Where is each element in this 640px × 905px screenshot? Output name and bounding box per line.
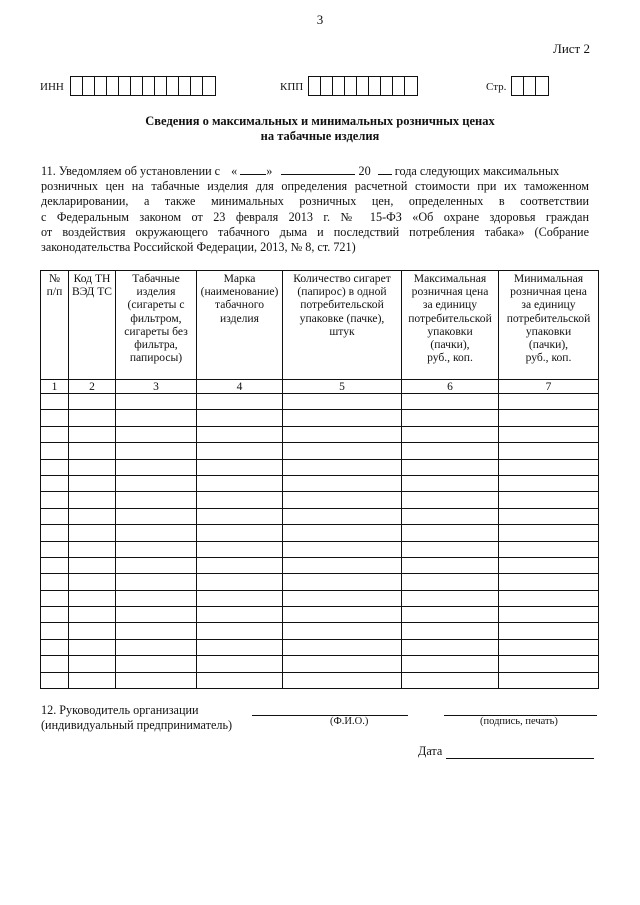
table-cell[interactable] (402, 459, 499, 475)
table-cell[interactable] (41, 475, 69, 491)
column-header-text: Количество сигарет (293, 272, 391, 285)
table-cell[interactable] (116, 623, 197, 639)
table-cell[interactable] (402, 394, 499, 410)
table-cell[interactable] (283, 590, 402, 606)
table-cell[interactable] (41, 672, 69, 688)
table-cell[interactable] (116, 459, 197, 475)
table-row (41, 590, 599, 606)
table-row (41, 557, 599, 573)
table-cell[interactable] (402, 492, 499, 508)
table-cell[interactable] (41, 541, 69, 557)
table-cell[interactable] (283, 426, 402, 442)
column-header-text: за единицу (422, 298, 478, 312)
table-cell[interactable] (116, 541, 197, 557)
year-field[interactable] (378, 163, 392, 175)
column-header-text: сигареты без (124, 324, 188, 338)
table-cell[interactable] (69, 475, 116, 491)
table-cell[interactable] (197, 672, 283, 688)
table-cell[interactable] (69, 557, 116, 573)
open-quote: « (231, 164, 238, 178)
table-header-row (41, 271, 599, 380)
column-header-text: Марка (223, 272, 256, 285)
table-row (41, 639, 599, 655)
section-11-line5: от воздействия окружающего табачного дыма и последствий потребления табака» (Собрание (41, 224, 589, 239)
column-header-text: папиросы) (129, 351, 183, 365)
table-cell[interactable] (116, 443, 197, 459)
column-header-text: потребительской (408, 311, 492, 325)
table-cell[interactable] (499, 492, 599, 508)
table-row (41, 541, 599, 557)
table-cell[interactable] (499, 459, 599, 475)
table-cell[interactable] (116, 492, 197, 508)
table-row (41, 443, 599, 459)
table-cell[interactable] (41, 639, 69, 655)
column-header-text: потребительской (300, 298, 384, 312)
table-row (41, 426, 599, 442)
table-cell[interactable] (197, 607, 283, 623)
column-header-7 (499, 271, 599, 380)
table-cell[interactable] (116, 508, 197, 524)
table-cell[interactable] (116, 656, 197, 672)
table-cell[interactable] (402, 475, 499, 491)
column-header-text: Табачные (132, 272, 180, 285)
inn-label: ИНН (40, 81, 64, 93)
table-cell[interactable] (197, 639, 283, 655)
column-header-text: (папирос) в одной (297, 285, 387, 299)
column-header-text: штук (329, 324, 355, 338)
table-cell[interactable] (197, 459, 283, 475)
column-header-text: изделия (136, 285, 176, 299)
table-cell[interactable] (499, 574, 599, 590)
form-title-line1: Сведения о максимальных и минимальных розничных ценах (145, 114, 495, 128)
table-cell[interactable] (69, 508, 116, 524)
table-cell[interactable] (197, 394, 283, 410)
signature-caption: (подпись, печать) (480, 716, 558, 727)
table-cell[interactable] (402, 443, 499, 459)
table-cell[interactable] (402, 672, 499, 688)
column-number: 2 (69, 380, 116, 394)
table-cell[interactable] (402, 541, 499, 557)
table-cell[interactable] (499, 426, 599, 442)
column-header-text: (пачки), (528, 338, 569, 352)
table-cell[interactable] (402, 590, 499, 606)
table-cell[interactable] (69, 574, 116, 590)
table-row (41, 475, 599, 491)
page-field-input[interactable] (511, 76, 549, 96)
table-cell[interactable] (69, 410, 116, 426)
table-cell[interactable] (499, 639, 599, 655)
form-title (0, 114, 640, 144)
table-cell[interactable] (69, 426, 116, 442)
table-cell[interactable] (69, 590, 116, 606)
table-cell[interactable] (116, 426, 197, 442)
table-cell[interactable] (69, 525, 116, 541)
table-cell[interactable] (283, 557, 402, 573)
table-row (41, 672, 599, 688)
table-cell[interactable] (41, 492, 69, 508)
table-cell[interactable] (41, 410, 69, 426)
table-cell[interactable] (402, 410, 499, 426)
table-cell[interactable] (499, 541, 599, 557)
table-cell[interactable] (116, 574, 197, 590)
table-cell[interactable] (283, 443, 402, 459)
column-header-text: упаковки (525, 324, 572, 338)
table-cell[interactable] (197, 475, 283, 491)
table-cell[interactable] (283, 394, 402, 410)
table-cell[interactable] (402, 525, 499, 541)
table-cell[interactable] (499, 410, 599, 426)
date-field[interactable] (446, 757, 594, 759)
kpp-input[interactable] (308, 76, 418, 96)
page-field-label: Стр. (486, 81, 507, 93)
section-11-paragraph (41, 163, 589, 255)
column-header-text: Минимальная (513, 272, 584, 285)
column-header-6 (402, 271, 499, 380)
table-cell[interactable] (69, 656, 116, 672)
table-cell[interactable] (69, 623, 116, 639)
table-cell[interactable] (41, 607, 69, 623)
table-cell[interactable] (283, 639, 402, 655)
table-cell[interactable] (499, 475, 599, 491)
table-cell[interactable] (41, 623, 69, 639)
section-11-line3: декларировании, а также минимальных розничных цен, определенных в соответствии (41, 194, 589, 209)
table-cell[interactable] (69, 672, 116, 688)
table-row (41, 656, 599, 672)
column-header-text: ВЭД ТС (71, 285, 113, 299)
table-cell[interactable] (116, 525, 197, 541)
section-11-line1-tail: года следующих максимальных (394, 164, 560, 178)
table-cell[interactable] (402, 639, 499, 655)
table-cell[interactable] (41, 508, 69, 524)
table-cell[interactable] (499, 623, 599, 639)
kpp-label: КПП (280, 81, 304, 93)
table-row (41, 394, 599, 410)
column-header-text: розничная цена (510, 285, 587, 299)
column-header-text: фильтром, (130, 311, 182, 325)
section-11-lead: 11. Уведомляем об установлении с (41, 164, 221, 178)
section-11-line2: розничных цен на табачные изделия для определения расчетной стоимости при их таможенном (41, 179, 589, 194)
column-number: 4 (197, 380, 283, 394)
column-header-5 (283, 271, 402, 380)
table-cell[interactable] (402, 656, 499, 672)
table-cell[interactable] (499, 443, 599, 459)
table-cell[interactable] (499, 557, 599, 573)
table-cell[interactable] (197, 656, 283, 672)
column-header-text: упаковке (пачке), (299, 311, 385, 325)
table-cell[interactable] (197, 557, 283, 573)
prices-table (40, 270, 599, 689)
column-number: 1 (41, 380, 69, 394)
table-cell[interactable] (283, 656, 402, 672)
table-cell[interactable] (197, 525, 283, 541)
table-cell[interactable] (69, 459, 116, 475)
month-field[interactable] (281, 163, 355, 175)
table-cell[interactable] (402, 623, 499, 639)
column-header-text: Код ТН (73, 272, 111, 285)
form-title-line2: на табачные изделия (260, 129, 380, 143)
column-header-4 (197, 271, 283, 380)
table-cell[interactable] (69, 443, 116, 459)
column-header-text: розничная цена (411, 285, 489, 299)
table-row (41, 492, 599, 508)
table-cell[interactable] (283, 475, 402, 491)
table-row (41, 410, 599, 426)
table-cell[interactable] (283, 410, 402, 426)
table-cell[interactable] (402, 508, 499, 524)
table-cell[interactable] (41, 525, 69, 541)
column-header-text: № (48, 272, 61, 285)
section-12-line2: (индивидуальный предприниматель) (41, 718, 233, 732)
table-cell[interactable] (402, 426, 499, 442)
table-cell[interactable] (283, 672, 402, 688)
table-cell[interactable] (69, 607, 116, 623)
table-cell[interactable] (499, 590, 599, 606)
table-cell[interactable] (197, 492, 283, 508)
table-cell[interactable] (116, 607, 197, 623)
column-header-1 (41, 271, 69, 380)
table-cell[interactable] (41, 656, 69, 672)
column-header-3 (116, 271, 197, 380)
section-11-line4: с Федеральным законом от 23 февраля 2013 г. № 15-ФЗ «Об охране здоровья граждан (41, 209, 589, 224)
column-number: 6 (402, 380, 499, 394)
table-cell[interactable] (197, 590, 283, 606)
column-header-2 (69, 271, 116, 380)
table-row (41, 525, 599, 541)
table-cell[interactable] (402, 607, 499, 623)
table-cell[interactable] (41, 426, 69, 442)
column-header-text: фильтра, (134, 338, 178, 352)
table-cell[interactable] (197, 443, 283, 459)
table-cell[interactable] (499, 525, 599, 541)
table-row (41, 508, 599, 524)
table-cell[interactable] (499, 656, 599, 672)
table-cell[interactable] (499, 607, 599, 623)
column-header-text: руб., коп. (427, 351, 473, 365)
table-cell[interactable] (283, 623, 402, 639)
close-quote: » (266, 164, 273, 178)
table-cell[interactable] (116, 590, 197, 606)
column-header-text: (сигареты с (127, 298, 185, 312)
sheet-label: Лист 2 (553, 41, 590, 56)
column-number: 5 (283, 380, 402, 394)
table-cell[interactable] (41, 557, 69, 573)
table-cell[interactable] (116, 475, 197, 491)
section-11-line6: законодательства Российской Федерации, 2013, № 8, ст. 721) (41, 240, 356, 255)
column-header-text: табачного (214, 298, 265, 312)
column-header-text: Максимальная (413, 272, 487, 285)
column-header-text: (пачки), (430, 338, 470, 352)
table-cell[interactable] (499, 508, 599, 524)
table-cell[interactable] (283, 492, 402, 508)
date-label: Дата (418, 744, 443, 758)
table-cell[interactable] (283, 541, 402, 557)
table-cell[interactable] (116, 672, 197, 688)
column-number: 3 (116, 380, 197, 394)
table-cell[interactable] (69, 541, 116, 557)
page-number: 3 (316, 12, 324, 27)
column-number: 7 (499, 380, 599, 394)
table-row (41, 607, 599, 623)
table-cell[interactable] (197, 623, 283, 639)
section-12-line1: 12. Руководитель организации (41, 703, 199, 717)
table-cell[interactable] (116, 639, 197, 655)
table-row (41, 574, 599, 590)
table-cell[interactable] (69, 639, 116, 655)
table-cell[interactable] (41, 590, 69, 606)
table-cell[interactable] (41, 394, 69, 410)
table-cell[interactable] (402, 574, 499, 590)
column-header-text: потребительской (506, 311, 591, 325)
table-cell[interactable] (499, 394, 599, 410)
table-cell[interactable] (116, 557, 197, 573)
table-cell[interactable] (197, 541, 283, 557)
inn-input[interactable] (70, 76, 216, 96)
table-cell[interactable] (283, 574, 402, 590)
table-cell[interactable] (283, 459, 402, 475)
column-header-text: упаковки (427, 324, 473, 338)
column-header-text: п/п (46, 285, 63, 299)
table-cell[interactable] (499, 672, 599, 688)
table-cell[interactable] (116, 394, 197, 410)
table-cell[interactable] (41, 443, 69, 459)
table-cell[interactable] (197, 508, 283, 524)
table-cell[interactable] (41, 459, 69, 475)
column-header-text: за единицу (521, 298, 576, 312)
table-cell[interactable] (41, 574, 69, 590)
table-row (41, 623, 599, 639)
table-cell[interactable] (197, 574, 283, 590)
table-cell[interactable] (283, 508, 402, 524)
table-row (41, 459, 599, 475)
table-cell[interactable] (197, 426, 283, 442)
column-header-text: изделия (220, 311, 259, 325)
table-cell[interactable] (283, 525, 402, 541)
table-cell[interactable] (69, 394, 116, 410)
day-field[interactable] (240, 163, 266, 175)
table-cell[interactable] (116, 410, 197, 426)
fio-caption: (Ф.И.О.) (330, 716, 369, 727)
column-numbers-row (41, 380, 599, 394)
column-header-text: руб., коп. (525, 351, 572, 365)
table-cell[interactable] (197, 410, 283, 426)
table-cell[interactable] (402, 557, 499, 573)
table-cell[interactable] (283, 607, 402, 623)
table-cell[interactable] (69, 492, 116, 508)
column-header-text: (наименование) (200, 285, 279, 299)
year-prefix: 20 (358, 164, 371, 178)
